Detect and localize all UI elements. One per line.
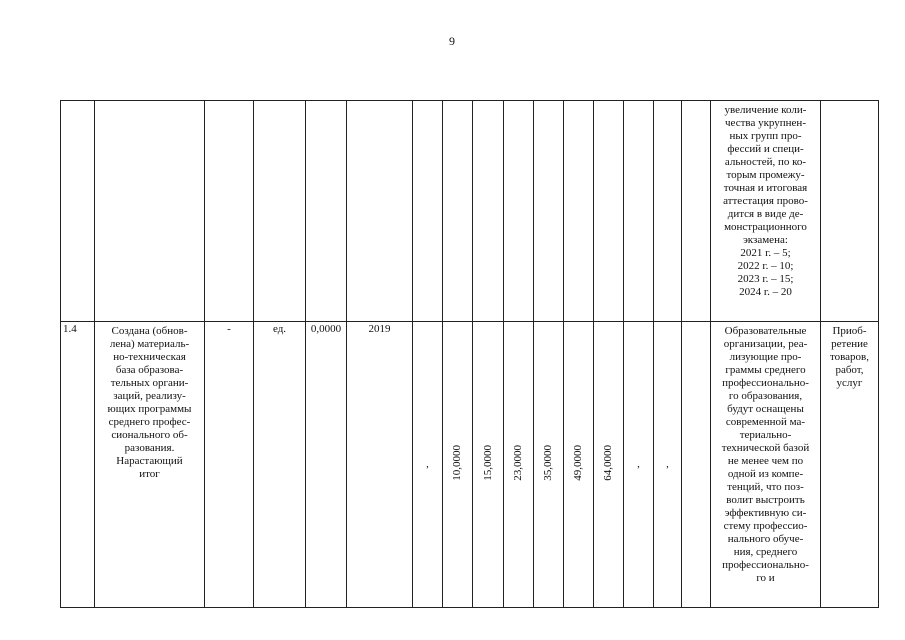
cell-dash-a <box>413 322 443 608</box>
cell-dash-b <box>624 101 654 322</box>
cell-type: Приоб- ретение товаров, работ, услуг <box>821 322 879 608</box>
cell-value-1 <box>443 101 473 322</box>
dash-mark: , <box>666 458 669 470</box>
cell-value-3 <box>504 101 534 322</box>
cell-base-value: 0,0000 <box>306 322 347 608</box>
cell-number: 1.4 <box>61 322 95 608</box>
cell-dash-c <box>654 101 682 322</box>
page-number: 9 <box>449 34 455 48</box>
cell-value-2 <box>473 322 504 608</box>
value-2019-plus-4: 35,0000 <box>542 444 554 481</box>
cell-col3: - <box>205 322 254 608</box>
cell-result: увеличение коли- чества укрупнен- ных групп про- фессий и специ- альностей, по ко- торым промежу- точная и итоговая аттестация прово- дится в виде де- монстрационного экзамена: 2021 г. – 5; 2022 г. – 10; 2023 г. – 15; 2024 г. – 20 <box>711 101 821 322</box>
cell-dash-a <box>413 101 443 322</box>
cell-unit: ед. <box>254 322 306 608</box>
cell-empty <box>682 101 711 322</box>
cell-dash-c <box>654 322 682 608</box>
value-2019-plus-1: 10,0000 <box>451 444 463 481</box>
cell-base-year: 2019 <box>347 322 413 608</box>
dash-mark: , <box>426 458 429 470</box>
cell-value-5 <box>564 322 594 608</box>
dash-mark: , <box>637 458 640 470</box>
cell-base-value <box>306 101 347 322</box>
indicators-table <box>60 100 879 608</box>
cell-value-2 <box>473 101 504 322</box>
cell-value-6 <box>594 101 624 322</box>
cell-value-5 <box>564 101 594 322</box>
value-2019-plus-3: 23,0000 <box>512 444 524 481</box>
cell-value-6 <box>594 322 624 608</box>
cell-dash-b <box>624 322 654 608</box>
cell-base-year <box>347 101 413 322</box>
cell-empty <box>682 322 711 608</box>
cell-name: Создана (обнов- лена) материаль- но-техническая база образова- тельных органи- заций, реализу- ющих программы среднего профес- сионального об- разования. Нарастающий итог <box>95 322 205 608</box>
table-row <box>61 101 879 322</box>
cell-result: Образовательные организации, реа- лизующие про- граммы среднего профессионально- го образования, будут оснащены современной ма- териально- технической базой не менее чем по одной из компе- тенций, что поз- волит выстроить эффективную си- стему профессио- нального обуче- ния, среднего профессионально- го и <box>711 322 821 608</box>
cell-value-4 <box>534 322 564 608</box>
cell-number <box>61 101 95 322</box>
cell-value-3 <box>504 322 534 608</box>
cell-unit <box>254 101 306 322</box>
value-2019-plus-6: 64,0000 <box>602 444 614 481</box>
table-row <box>61 322 879 608</box>
cell-type <box>821 101 879 322</box>
value-2019-plus-5: 49,0000 <box>572 444 584 481</box>
cell-value-4 <box>534 101 564 322</box>
cell-name <box>95 101 205 322</box>
cell-value-1 <box>443 322 473 608</box>
value-2019-plus-2: 15,0000 <box>481 444 494 481</box>
cell-col3 <box>205 101 254 322</box>
